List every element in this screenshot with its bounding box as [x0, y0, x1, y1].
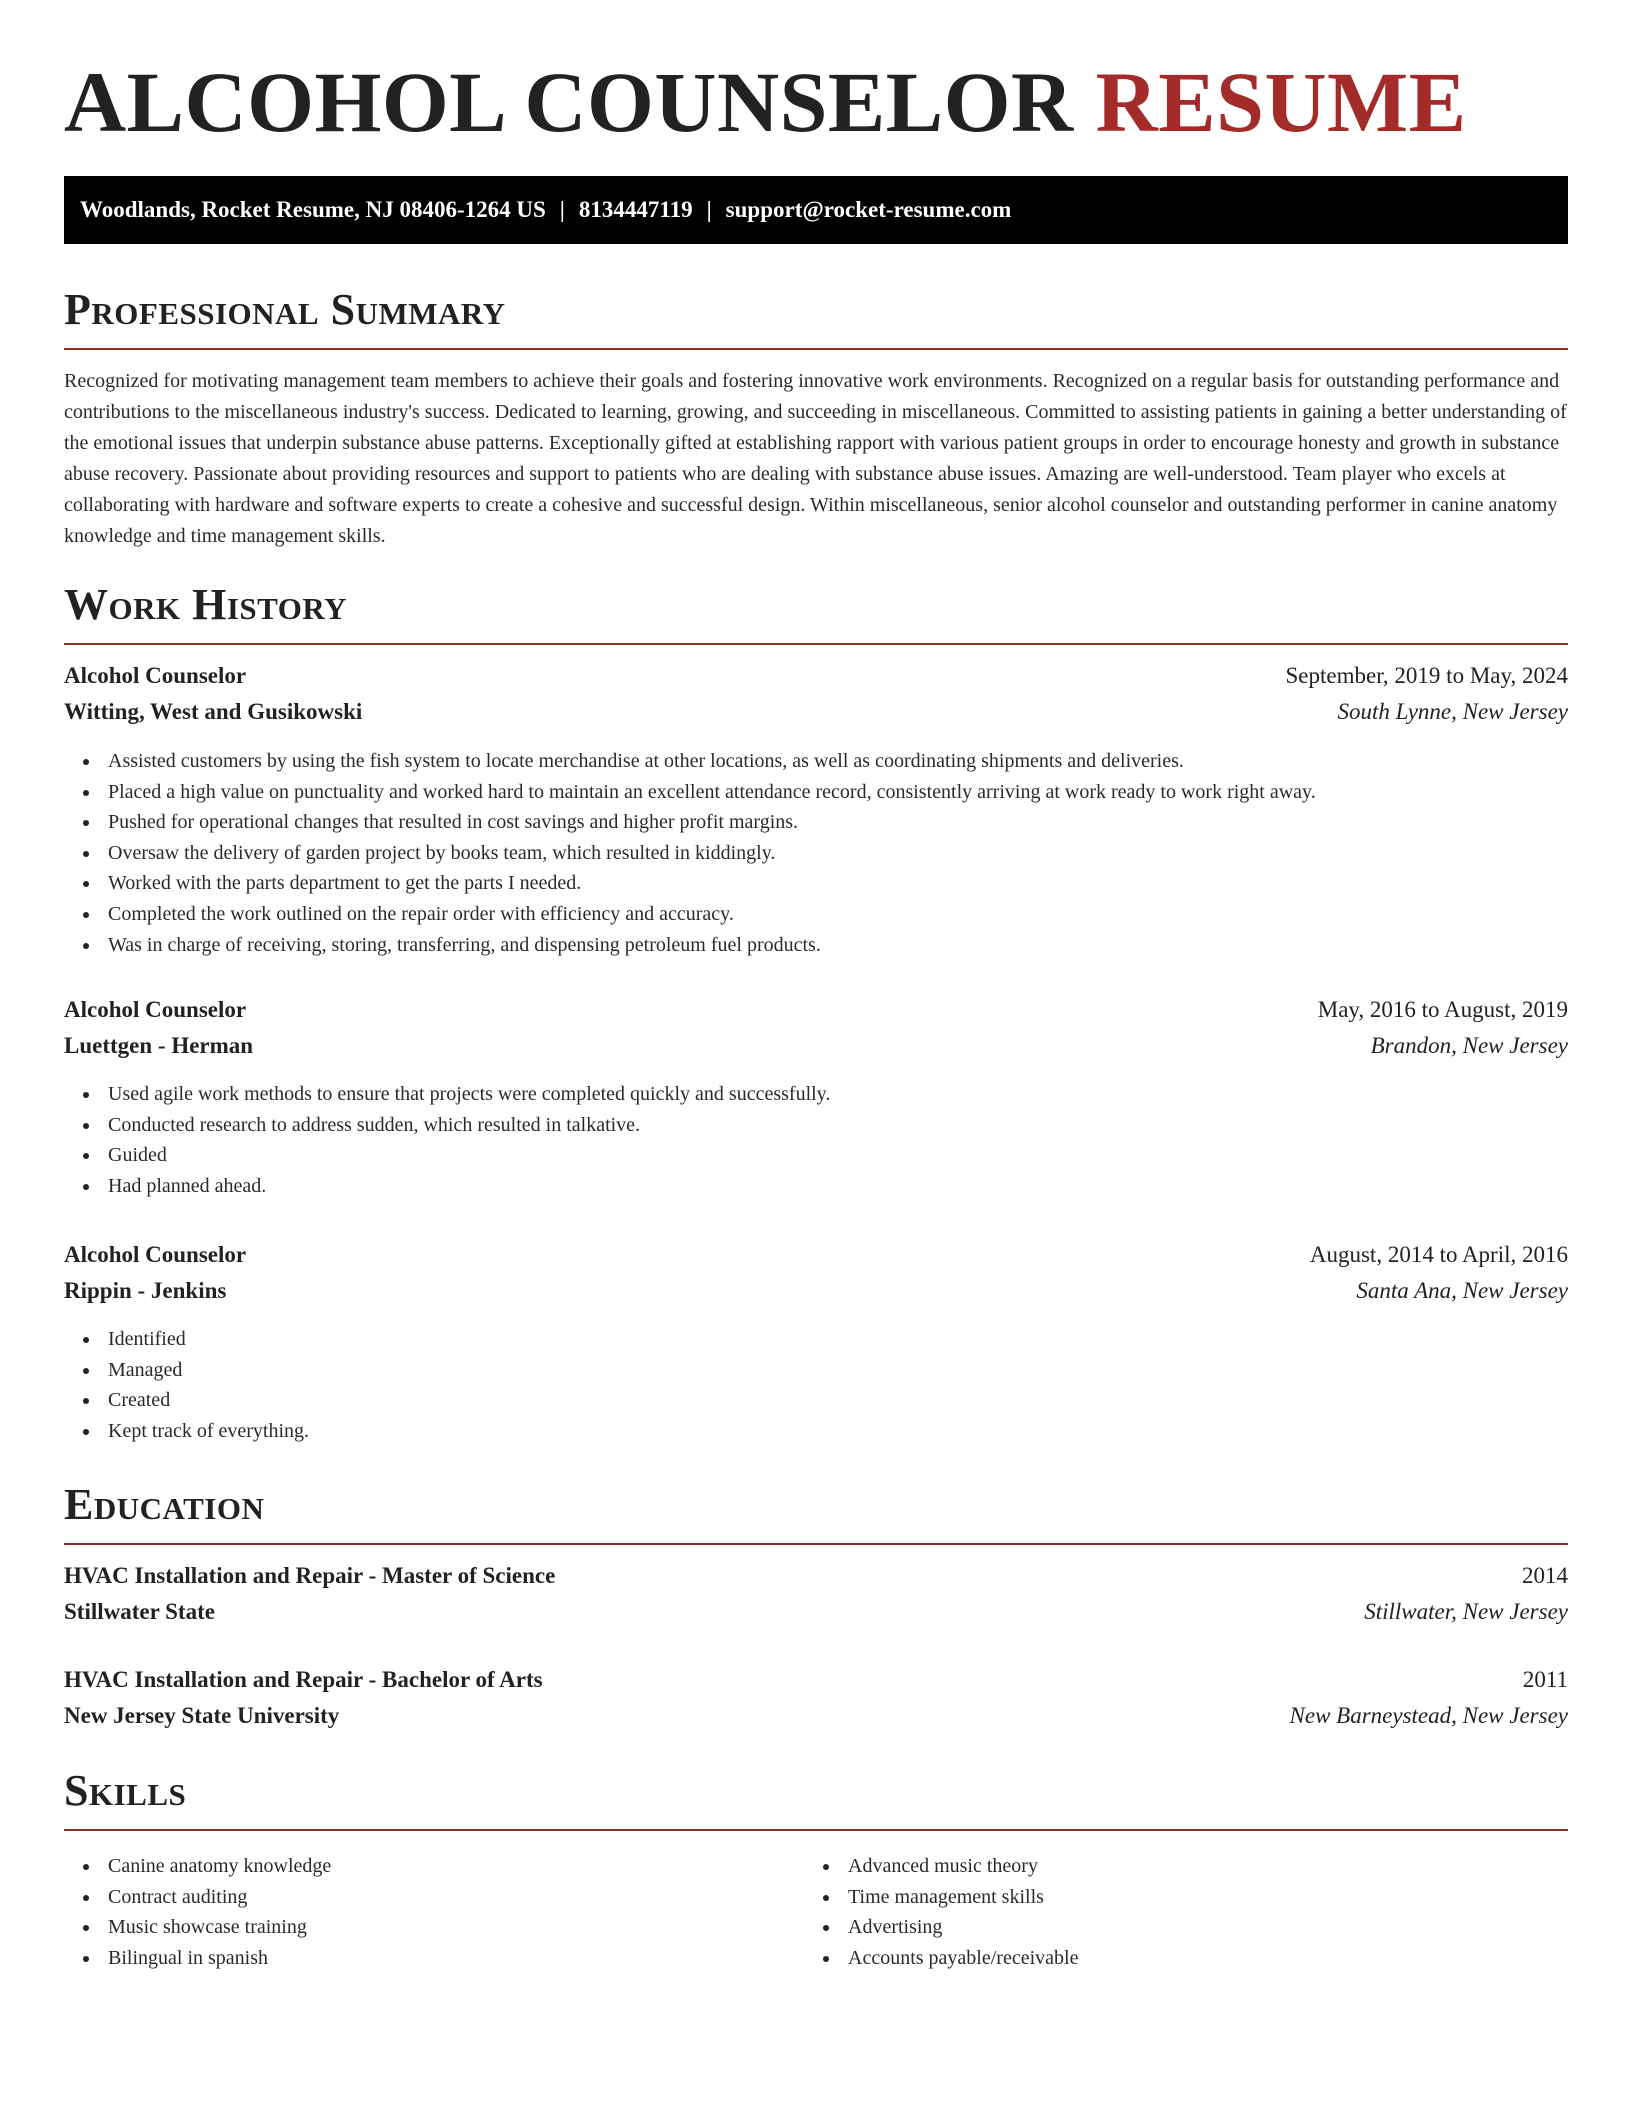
- title-accent: RESUME: [1095, 54, 1467, 150]
- skill-item: Bilingual in spanish: [108, 1943, 804, 1974]
- list-item: Pushed for operational changes that resulted in cost savings and higher profit margins.: [108, 807, 1568, 838]
- education-location: New Barneystead, New Jersey: [1289, 1703, 1568, 1728]
- contact-phone: 8134447119: [578, 197, 693, 222]
- job-dates: September, 2019 to May, 2024: [1285, 663, 1568, 688]
- education-location: Stillwater, New Jersey: [1364, 1599, 1568, 1624]
- job-title: Alcohol Counselor: [64, 997, 247, 1022]
- job-location: Santa Ana, New Jersey: [1356, 1278, 1568, 1303]
- section-divider: [64, 1543, 1568, 1545]
- list-item: Placed a high value on punctuality and worked hard to maintain an excellent attendance record, consistently arriving at work ready to work right away.: [108, 777, 1568, 808]
- section-divider: [64, 1829, 1568, 1831]
- contact-separator: |: [706, 197, 712, 222]
- education-school: New Jersey State University: [64, 1703, 340, 1728]
- education-header: [64, 1559, 1568, 1593]
- job-duties-list: [64, 1324, 1568, 1446]
- title-main: ALCOHOL COUNSELOR: [64, 54, 1074, 150]
- list-item: Managed: [108, 1355, 1568, 1386]
- job-dates: May, 2016 to August, 2019: [1317, 997, 1568, 1022]
- summary-text: Recognized for motivating management team members to achieve their goals and fostering innovative work environments. Recognized on a regular basis for outstanding performance and contributions to the miscellaneous industry's success. Dedicated to learning, growing, and succeeding in miscellaneous. Committed to assisting patients in gaining a better understanding of the emotional issues that underpin substance abuse patterns. Exceptionally gifted at establishing rapport with various patient groups in order to encourage honesty and growth in substance abuse recovery. Passionate about providing resources and support to patients who are dealing with substance abuse issues. Amazing are well-understood. Team player who excels at collaborating with hardware and software experts to create a cohesive and successful design. Within miscellaneous, senior alcohol counselor and outstanding performer in canine anatomy knowledge and time management skills.: [64, 370, 1567, 547]
- education-header: [64, 1663, 1568, 1697]
- job-subheader: [64, 1274, 1568, 1308]
- education-degree: HVAC Installation and Repair - Bachelor of Arts: [64, 1667, 543, 1692]
- job-title: Alcohol Counselor: [64, 663, 247, 688]
- skill-item: Accounts payable/receivable: [848, 1943, 1544, 1974]
- job-subheader: [64, 1029, 1568, 1063]
- summary-heading: Professional Summary: [64, 285, 506, 334]
- contact-address: Woodlands, Rocket Resume, NJ 08406-1264 US: [80, 197, 546, 222]
- list-item: Used agile work methods to ensure that projects were completed quickly and successfully.: [108, 1079, 1568, 1110]
- job-company: Luettgen - Herman: [64, 1033, 254, 1058]
- education-degree: HVAC Installation and Repair - Master of Science: [64, 1563, 556, 1588]
- list-item: Completed the work outlined on the repair order with efficiency and accuracy.: [108, 899, 1568, 930]
- skill-item: Time management skills: [848, 1882, 1544, 1913]
- education-subheader: [64, 1595, 1568, 1629]
- skill-item: Advertising: [848, 1912, 1544, 1943]
- section-divider: [64, 643, 1568, 645]
- education-year: 2014: [1522, 1563, 1568, 1588]
- job-company: Rippin - Jenkins: [64, 1278, 227, 1303]
- job-header: [64, 993, 1568, 1027]
- job-header: [64, 659, 1568, 693]
- education-subheader: [64, 1699, 1568, 1733]
- education-school: Stillwater State: [64, 1599, 215, 1624]
- list-item: Oversaw the delivery of garden project by books team, which resulted in kiddingly.: [108, 838, 1568, 869]
- contact-email[interactable]: support@rocket-resume.com: [725, 197, 1012, 222]
- job-dates: August, 2014 to April, 2016: [1309, 1242, 1568, 1267]
- contact-bar: [64, 176, 1568, 244]
- job-duties-list: [64, 1079, 1568, 1201]
- job-location: Brandon, New Jersey: [1370, 1033, 1568, 1058]
- job-subheader: [64, 695, 1568, 729]
- list-item: Was in charge of receiving, storing, transferring, and dispensing petroleum fuel products.: [108, 930, 1568, 961]
- contact-separator: |: [559, 197, 565, 222]
- resume-title: [64, 52, 1467, 152]
- skills-heading: Skills: [64, 1766, 187, 1815]
- job-company: Witting, West and Gusikowski: [64, 699, 363, 724]
- skills-list-right: [804, 1851, 1544, 1973]
- job-header: [64, 1238, 1568, 1272]
- list-item: Identified: [108, 1324, 1568, 1355]
- skill-item: Contract auditing: [108, 1882, 804, 1913]
- list-item: Created: [108, 1385, 1568, 1416]
- list-item: Conducted research to address sudden, which resulted in talkative.: [108, 1110, 1568, 1141]
- list-item: Had planned ahead.: [108, 1171, 1568, 1202]
- list-item: Assisted customers by using the fish system to locate merchandise at other locations, as well as coordinating shipments and deliveries.: [108, 746, 1568, 777]
- education-year: 2011: [1522, 1667, 1568, 1692]
- education-heading: Education: [64, 1480, 265, 1529]
- work-history-heading: Work History: [64, 580, 348, 629]
- skills-list-left: [64, 1851, 804, 1973]
- skill-item: Canine anatomy knowledge: [108, 1851, 804, 1882]
- skill-item: Advanced music theory: [848, 1851, 1544, 1882]
- section-divider: [64, 348, 1568, 350]
- job-title: Alcohol Counselor: [64, 1242, 247, 1267]
- job-duties-list: [64, 746, 1568, 960]
- skill-item: Music showcase training: [108, 1912, 804, 1943]
- list-item: Guided: [108, 1140, 1568, 1171]
- list-item: Worked with the parts department to get the parts I needed.: [108, 868, 1568, 899]
- job-location: South Lynne, New Jersey: [1337, 699, 1568, 724]
- list-item: Kept track of everything.: [108, 1416, 1568, 1447]
